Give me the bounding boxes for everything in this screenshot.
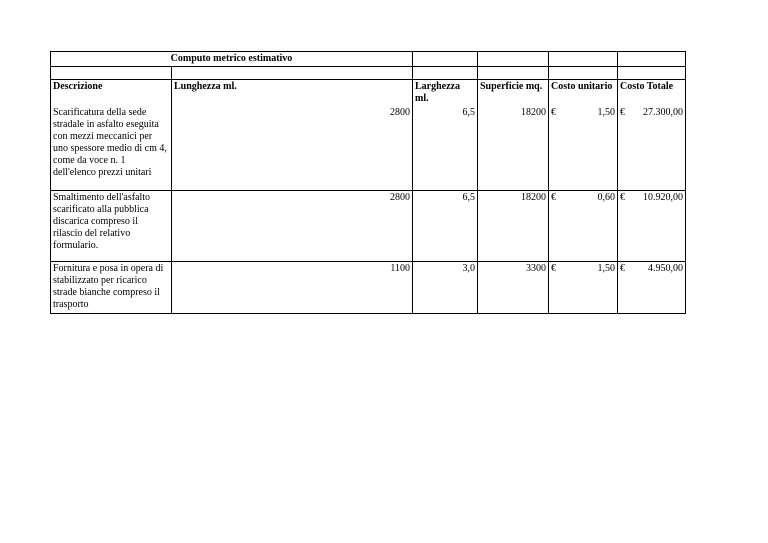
cell-superficie: 18200 — [478, 190, 549, 261]
cell-larghezza: 6,5 — [413, 190, 478, 261]
euro-sign: € — [551, 262, 556, 274]
header-costo-totale: Costo Totale — [618, 80, 686, 107]
cell-descrizione: Smaltimento dell'asfalto scarificato alla pubblica discarica compreso il rilascio del relativo formulario. — [51, 190, 172, 261]
title-row — [51, 52, 686, 67]
header-superficie: Superficie mq. — [478, 80, 549, 107]
cell-superficie: 3300 — [478, 261, 549, 313]
costo-unitario-value: 1,50 — [597, 262, 615, 274]
computo-table — [50, 51, 686, 314]
empty-cell — [172, 67, 413, 80]
euro-sign: € — [620, 262, 625, 274]
cell-descrizione: Scarificatura della sede stradale in asfalto eseguita con mezzi meccanici per uno spessore medio di cm 4, come da voce n. 1 dell'elenco prezzi unitari — [51, 106, 172, 190]
empty-cell — [478, 67, 549, 80]
empty-cell — [618, 67, 686, 80]
empty-cell — [413, 67, 478, 80]
euro-sign: € — [620, 107, 625, 118]
euro-sign: € — [551, 191, 556, 203]
spreadsheet — [50, 51, 686, 314]
table-row — [51, 261, 686, 313]
cell-costo-totale — [618, 106, 686, 190]
empty-cell — [618, 52, 686, 67]
empty-cell — [51, 67, 172, 80]
cell-larghezza: 6,5 — [413, 106, 478, 190]
header-larghezza: Larghezza ml. — [413, 80, 478, 107]
cell-lunghezza: 1100 — [172, 261, 413, 313]
header-costo-unitario: Costo unitario — [549, 80, 618, 107]
empty-cell — [413, 52, 478, 67]
cell-costo-unitario — [549, 261, 618, 313]
header-row — [51, 80, 686, 107]
cell-costo-unitario — [549, 106, 618, 190]
header-descrizione: Descrizione — [51, 80, 172, 107]
costo-totale-value: 4.950,00 — [648, 262, 683, 274]
cell-costo-totale — [618, 190, 686, 261]
table-row — [51, 106, 686, 190]
cell-larghezza: 3,0 — [413, 261, 478, 313]
cell-lunghezza: 2800 — [172, 190, 413, 261]
cell-lunghezza: 2800 — [172, 106, 413, 190]
euro-sign: € — [620, 191, 625, 203]
costo-totale-value: 10.920,00 — [643, 191, 683, 203]
cell-costo-unitario — [549, 190, 618, 261]
table-title: Computo metrico estimativo — [51, 52, 413, 67]
costo-totale-value: 27.300,00 — [643, 107, 683, 118]
spacer-row — [51, 67, 686, 80]
empty-cell — [549, 52, 618, 67]
costo-unitario-value: 0,60 — [597, 191, 615, 203]
cell-superficie: 18200 — [478, 106, 549, 190]
cell-descrizione: Fornitura e posa in opera di stabilizzato per ricarico strade bianche compreso il trasporto — [51, 261, 172, 313]
header-lunghezza: Lunghezza ml. — [172, 80, 413, 107]
empty-cell — [549, 67, 618, 80]
cell-costo-totale — [618, 261, 686, 313]
empty-cell — [478, 52, 549, 67]
costo-unitario-value: 1,50 — [597, 107, 615, 118]
euro-sign: € — [551, 107, 556, 118]
table-row — [51, 190, 686, 261]
